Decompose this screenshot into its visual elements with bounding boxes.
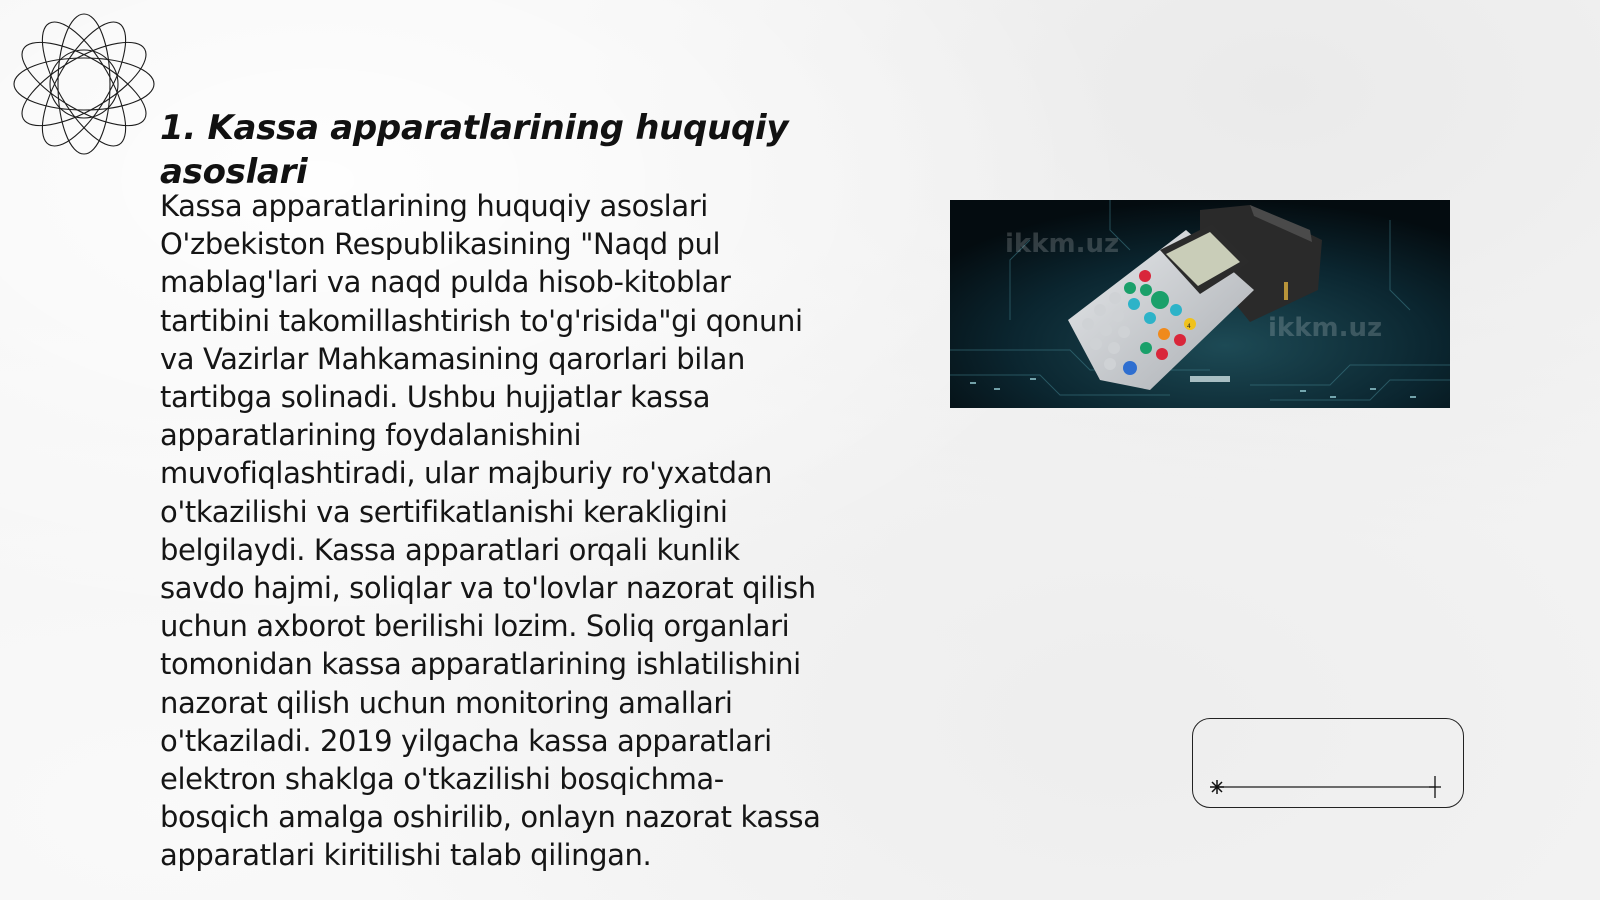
sparkle-icon xyxy=(1210,780,1224,794)
decorative-frame xyxy=(1192,718,1464,808)
watermark-top: ikkm.uz xyxy=(1005,229,1120,259)
key-label: 4 xyxy=(1187,323,1191,330)
plus-icon xyxy=(1429,776,1441,798)
slide-title: 1. Kassa apparatlarining huquqiy asoslari xyxy=(160,108,789,192)
decorative-line xyxy=(1207,727,1445,809)
orbital-rings-icon xyxy=(10,10,158,158)
watermark-right: ikkm.uz xyxy=(1268,313,1383,343)
slide-body-text: Kassa apparatlarining huquqiy asoslari O'zbekiston Respublikasining "Naqd pul mablag'lari va naqd pulda hisob-kitoblar tartibini takomillashtirish to'g'risida"gi qonuni va Vazirlar Mahkamasining qarorlari bilan tartibga solinadi. Ushbu hujjatlar kassa apparatlarining foydalanishini muvofiqlashtiradi, ular majburiy ro'yxatdan o'tkazilishi va sertifikatlanishi kerakligini belgilaydi. Kassa apparatlari orqali kunlik savdo hajmi, soliqlar va to'lovlar nazorat qilish uchun axborot berilishi lozim. Soliq organlari tomonidan kassa apparatlarining ishlatilishini nazorat qilish uchun monitoring amallari o'tkaziladi. 2019 yilgacha kassa apparatlari elektron shaklga o'tkazilishi bosqichma-bosqich amalga oshirilib, onlayn nazorat kassa apparatlari kiritilishi talab qilingan. xyxy=(160,189,821,873)
cash-register-photo xyxy=(950,200,1450,408)
